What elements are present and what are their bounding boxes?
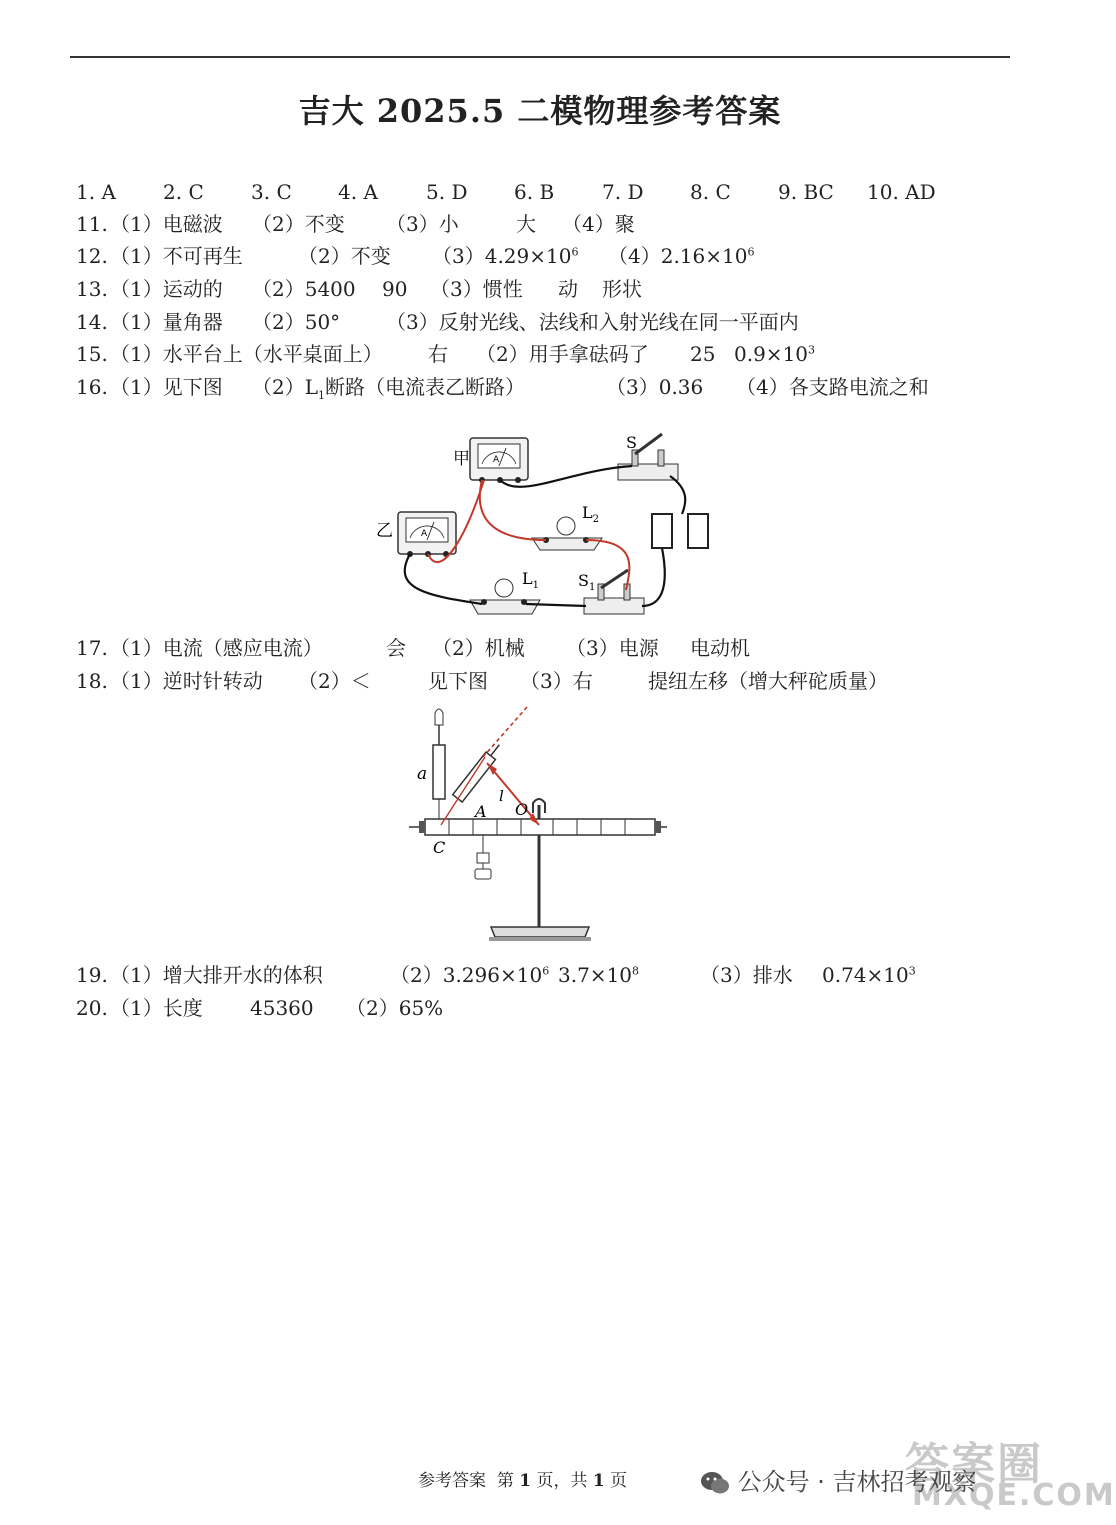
q13-part: （1）运动的 xyxy=(110,277,223,301)
q13-part: 动 xyxy=(558,277,578,301)
page-footer: 参考答案 第 1 页，共 1 页 xyxy=(418,1471,628,1491)
q19-number: 19. xyxy=(76,963,108,987)
q19-part: （1）增大排开水的体积 xyxy=(110,963,323,987)
q11-number: 11. xyxy=(76,212,108,236)
q12-part: $(4)2.16\times 10^6$ xyxy=(608,244,755,268)
q14-part: （3）反射光线、法线和入射光线在同一平面内 xyxy=(386,310,799,334)
wechat-watermark: 公众号 · 吉林招考观察 xyxy=(700,1462,977,1497)
lever-diagram xyxy=(405,705,675,945)
q18-part: 见下图 xyxy=(428,669,488,693)
q11-part: （3）小 xyxy=(386,212,459,236)
q11-part: （2）不变 xyxy=(252,212,345,236)
q12-part: （1）不可再生 xyxy=(110,244,243,268)
label-a: a xyxy=(417,764,428,784)
label-l: l xyxy=(499,787,504,805)
q15-part: （2）用手拿砝码了 xyxy=(476,342,649,366)
ammeter-jia xyxy=(470,438,528,483)
q20-part: 45360 xyxy=(250,996,314,1020)
q12-number: 12. xyxy=(76,244,108,268)
q16-number: 16. xyxy=(76,375,108,399)
q16-part: （1）见下图 xyxy=(110,375,223,399)
q13-part: 90 xyxy=(382,277,408,301)
q19-part: （3）排水 xyxy=(700,963,793,987)
q18-number: 18. xyxy=(76,669,108,693)
hanging-weight xyxy=(475,835,491,879)
battery-2 xyxy=(688,514,708,548)
q15-part: 右 xyxy=(428,342,448,366)
q13-part: 形状 xyxy=(602,277,642,301)
q11-part: （1）电磁波 xyxy=(110,212,223,236)
page-title: 吉大 2025.5 二模物理参考答案 xyxy=(298,92,782,130)
q11-part: 大 xyxy=(516,212,536,236)
q13-number: 13. xyxy=(76,277,108,301)
choice-5: 5. D xyxy=(426,180,468,204)
label-C: C xyxy=(433,838,446,857)
watermark-logo: 答案圈 xyxy=(905,1439,1043,1490)
ammeter-yi xyxy=(398,512,456,557)
q20-part: （1）长度 xyxy=(110,996,203,1020)
choice-6: 6. B xyxy=(514,180,555,204)
q17-part: （3）电源 xyxy=(566,636,659,660)
spring-scale-tilted xyxy=(453,741,504,802)
q12-part: $(3)4.29\times 10^6$ xyxy=(432,244,579,268)
battery-1 xyxy=(652,514,672,548)
q15-number: 15. xyxy=(76,342,108,366)
q17-part: 会 xyxy=(386,636,406,660)
choice-8: 8. C xyxy=(690,180,731,204)
choice-7: 7. D xyxy=(602,180,644,204)
q13-part: （3）惯性 xyxy=(430,277,523,301)
q15-part: $0.9\times 10^3$ xyxy=(734,342,816,366)
q19-part: $0.74\times 10^3$ xyxy=(822,963,916,987)
q18-part: （2）＜ xyxy=(298,669,371,693)
q18-part: （3）右 xyxy=(520,669,593,693)
q17-part: （1）电流（感应电流） xyxy=(110,636,323,660)
arm-l xyxy=(487,763,539,825)
q14-part: （2）50° xyxy=(252,310,341,334)
choice-9: 9. BC xyxy=(778,180,834,204)
label-s: S xyxy=(626,433,637,452)
q20-number: 20. xyxy=(76,996,108,1020)
q20-part: （2）65% xyxy=(346,996,444,1020)
top-rule xyxy=(70,56,1010,58)
label-jia: 甲 xyxy=(453,449,470,469)
q18-part: 提纽左移（增大秤砣质量） xyxy=(648,669,888,693)
spring-scale-a xyxy=(433,709,445,819)
label-s1: $S_1$ xyxy=(578,571,596,593)
q15-part: （1）水平台上（水平桌面上） xyxy=(110,342,383,366)
q13-part: （2）5400 xyxy=(252,277,356,301)
q12-part: （2）不变 xyxy=(298,244,391,268)
q19-part: $(2)3.296\times 10^6$ xyxy=(390,963,550,987)
q14-part: （1）量角器 xyxy=(110,310,223,334)
svg-text:A: A xyxy=(493,455,500,465)
q15-part: 25 xyxy=(690,342,716,366)
watermark-url: MXQE.COM xyxy=(912,1478,1116,1513)
q17-number: 17. xyxy=(76,636,108,660)
q17-part: 电动机 xyxy=(690,636,750,660)
choice-4: 4. A xyxy=(338,180,378,204)
force-line xyxy=(483,707,527,757)
circuit-diagram xyxy=(370,420,730,625)
q16-part: （3）0.36 xyxy=(606,375,704,399)
label-yi: 乙 xyxy=(376,521,393,541)
choice-3: 3. C xyxy=(251,180,292,204)
label-l2: $L_2$ xyxy=(582,503,599,525)
choice-10: 10. AD xyxy=(867,180,936,204)
choice-1: 1. A xyxy=(76,180,116,204)
q16-part: $(2)L_1$断路（电流表乙断路） xyxy=(252,375,526,402)
wechat-icon xyxy=(700,1471,730,1495)
q16-part: （4）各支路电流之和 xyxy=(736,375,929,399)
svg-text:A: A xyxy=(421,529,428,539)
q14-number: 14. xyxy=(76,310,108,334)
lever-rod xyxy=(409,819,667,835)
label-O: O xyxy=(515,800,529,819)
q11-part: （4）聚 xyxy=(562,212,635,236)
q17-part: （2）机械 xyxy=(432,636,525,660)
q19-part: $3.7\times 10^8$ xyxy=(558,963,640,987)
label-A: A xyxy=(475,802,487,821)
choice-2: 2. C xyxy=(163,180,204,204)
q18-part: （1）逆时针转动 xyxy=(110,669,263,693)
label-l1: $L_1$ xyxy=(522,569,539,591)
